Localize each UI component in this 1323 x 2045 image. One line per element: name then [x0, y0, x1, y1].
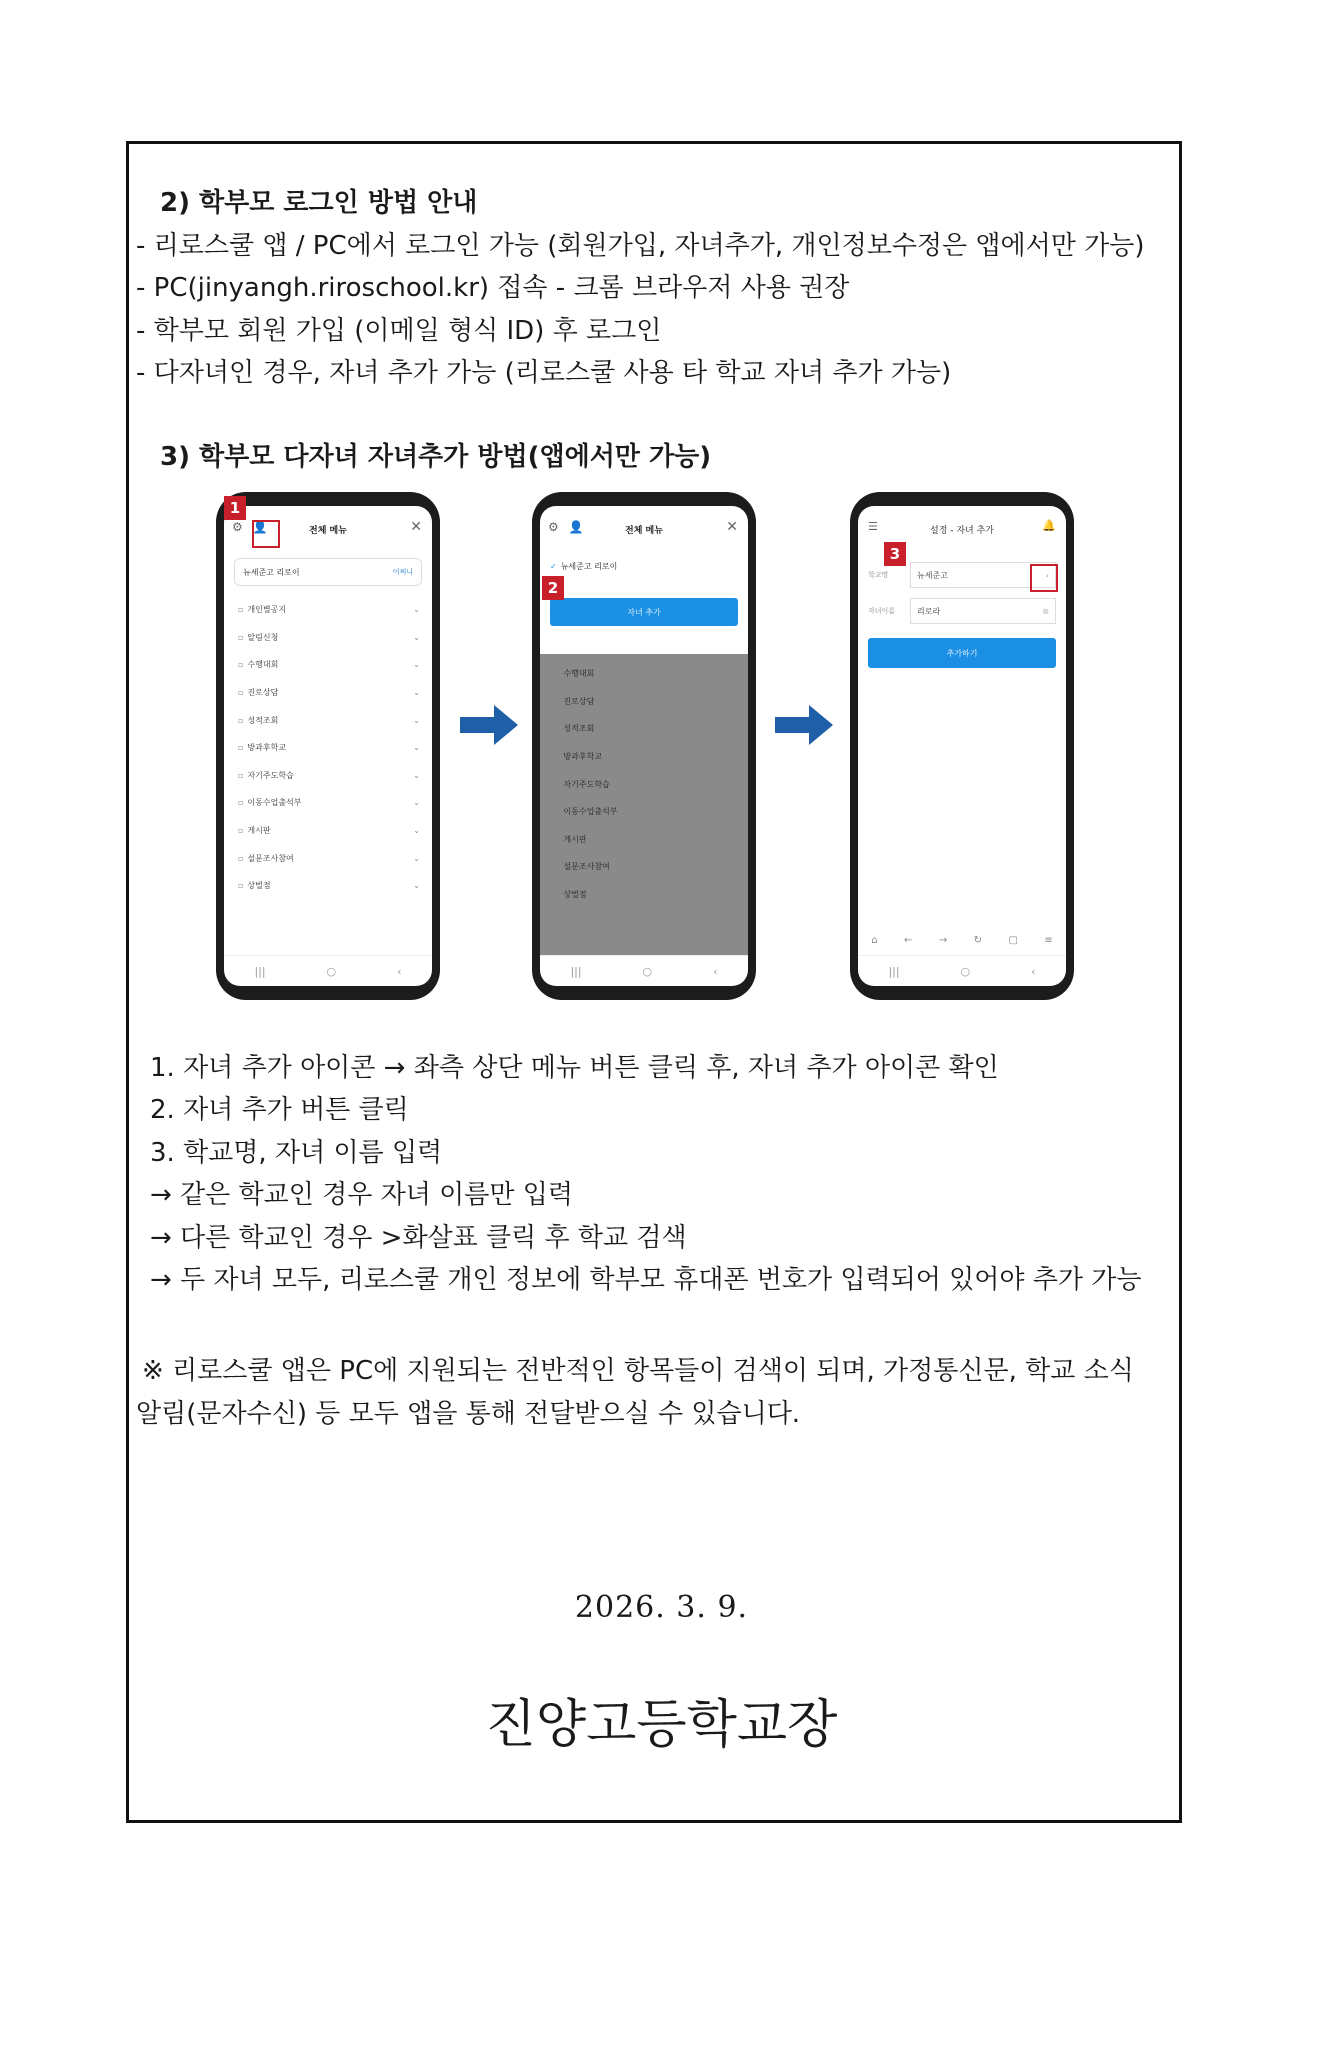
note-line-2: 알림(문자수신) 등 모두 앱을 통해 전달받으실 수 있습니다. [136, 1399, 801, 1429]
child-field-row [868, 598, 1056, 624]
menu-item[interactable] [540, 688, 748, 716]
menu-item-icon: ▫ [238, 826, 244, 836]
menu-item-icon: ▫ [554, 752, 560, 762]
phone-2-menu [540, 654, 748, 908]
section2-line-4: - 다자녀인 경우, 자녀 추가 가능 (리로스쿨 사용 타 학교 자녀 추가 가능) [136, 358, 952, 388]
dimmed-overlay [540, 654, 748, 956]
menu-item-icon: ▫ [238, 743, 244, 753]
menu-item-label: 이동수업출석부 [247, 798, 302, 808]
more-icon[interactable]: ≡ [1044, 934, 1053, 946]
gear-icon: ⚙ [232, 520, 243, 534]
chevron-down-icon: ⌄ [729, 890, 736, 900]
menu-item-label: 성적조회 [247, 715, 279, 725]
menu-item-label: 자기주도학습 [247, 770, 294, 780]
menu-item[interactable] [540, 770, 748, 798]
chevron-down-icon: ⌄ [413, 853, 420, 863]
menu-item-label: 개인별공지 [247, 605, 287, 615]
phone-2-topbar [540, 506, 748, 552]
menu-item-label-wrap [238, 853, 294, 864]
forward-arrow-icon[interactable]: → [938, 934, 948, 946]
menu-icon[interactable]: ☰ [868, 520, 878, 533]
menu-item-label: 성적조회 [563, 724, 595, 734]
menu-item-icon: ▫ [238, 770, 244, 780]
phone-2-screen [540, 506, 748, 986]
profile-name: 뉴세준고 리로이 [560, 561, 618, 571]
home-icon[interactable]: ○ [960, 964, 971, 978]
school-value: 뉴세준고 [917, 570, 948, 580]
section2-line-1: - 리로스쿨 앱 / PC에서 로그인 가능 (회원가입, 자녀추가, 개인정보수정은 앱에서만 가능) [136, 231, 1145, 261]
menu-item[interactable] [540, 660, 748, 688]
arrow-right-icon [460, 705, 520, 745]
menu-item[interactable] [540, 798, 748, 826]
menu-item-label: 알림신청 [247, 632, 279, 642]
chevron-down-icon: ⌄ [413, 715, 420, 725]
menu-item-label-wrap [238, 715, 278, 726]
menu-item-icon: ▫ [238, 688, 244, 698]
phone-1-menu [224, 596, 432, 900]
phone-screenshot-1 [216, 492, 440, 1000]
section2-line-2: - PC(jinyangh.riroschool.kr) 접속 - 크롬 브라우저 사용 권장 [136, 273, 850, 303]
gear-icon: ⚙ [548, 520, 559, 534]
menu-item-label-wrap [238, 632, 278, 643]
menu-item-label-wrap [554, 696, 594, 707]
menu-item-icon: ▫ [554, 696, 560, 706]
menu-item-label-wrap [554, 751, 602, 762]
menu-item[interactable] [540, 826, 748, 854]
menu-item[interactable] [540, 743, 748, 771]
chevron-down-icon: ⌄ [413, 881, 420, 891]
bell-icon[interactable]: 🔔 [1042, 519, 1056, 532]
menu-item[interactable] [224, 651, 432, 679]
step-3-sub-3: → 두 자녀 모두, 리로스쿨 개인 정보에 학부모 휴대폰 번호가 입력되어 있어야 추가 가능 [150, 1265, 1142, 1295]
child-label: 자녀이름 [868, 607, 896, 615]
chevron-down-icon: ⌄ [729, 807, 736, 817]
menu-item-icon: ▫ [238, 632, 244, 642]
school-label: 학교명 [868, 571, 889, 579]
menu-item[interactable] [224, 817, 432, 845]
menu-item-label: 방과후학교 [563, 752, 603, 762]
menu-item-label: 이동수업출석부 [563, 807, 618, 817]
menu-item[interactable] [224, 734, 432, 762]
chevron-down-icon: ⌄ [729, 752, 736, 762]
menu-item-icon: ▫ [238, 660, 244, 670]
menu-item-icon: ▫ [554, 834, 560, 844]
menu-item[interactable] [224, 706, 432, 734]
menu-item-icon: ▫ [238, 881, 244, 891]
menu-item-icon: ▫ [554, 669, 560, 679]
menu-item[interactable] [224, 789, 432, 817]
menu-item-label: 게시판 [563, 834, 587, 844]
profile-card [234, 558, 422, 586]
chevron-down-icon: ⌄ [729, 724, 736, 734]
back-icon[interactable]: ‹ [397, 964, 402, 978]
menu-item-icon: ▫ [238, 715, 244, 725]
clear-icon[interactable]: ⊗ [1042, 606, 1049, 616]
step-3-sub-2: → 다른 학교인 경우 >화살표 클릭 후 학교 검색 [150, 1223, 687, 1253]
menu-item-icon: ▫ [554, 724, 560, 734]
menu-item-label-wrap [554, 861, 610, 872]
menu-item-label: 수행대회 [563, 669, 595, 679]
step-badge-3: 3 [884, 542, 906, 566]
phone-3-title: 설정 - 자녀 추가 [930, 525, 994, 536]
phone-1-screen [224, 506, 432, 986]
profile-name: 뉴세준고 리로이 [243, 567, 300, 577]
close-icon[interactable]: ✕ [410, 519, 422, 535]
section3-heading: 3) 학부모 다자녀 자녀추가 방법(앱에서만 가능) [160, 442, 712, 472]
menu-item-label-wrap [238, 797, 302, 808]
menu-item-label-wrap [554, 889, 587, 900]
phone-screenshot-2 [532, 492, 756, 1000]
menu-item-label-wrap [238, 742, 286, 753]
menu-item-label-wrap [238, 687, 278, 698]
recent-apps-icon[interactable]: ||| [254, 964, 266, 978]
menu-item-label: 설문조사참여 [247, 853, 294, 863]
chevron-down-icon: ⌄ [413, 688, 420, 698]
section2-line-3: - 학부모 회원 가입 (이메일 형식 ID) 후 로그인 [136, 316, 662, 346]
menu-item[interactable] [224, 844, 432, 872]
add-child-button[interactable]: 자녀 추가 [550, 598, 738, 626]
step-2: 2. 자녀 추가 버튼 클릭 [150, 1095, 409, 1125]
back-icon[interactable]: ‹ [713, 964, 718, 978]
chevron-down-icon: ⌄ [413, 743, 420, 753]
menu-item-label-wrap [554, 723, 594, 734]
home-icon[interactable]: ⌂ [871, 934, 878, 946]
step-3: 3. 학교명, 자녀 이름 입력 [150, 1138, 443, 1168]
menu-item-icon: ▫ [554, 807, 560, 817]
chevron-down-icon: ⌄ [413, 632, 420, 642]
chevron-down-icon: ⌄ [729, 779, 736, 789]
menu-item[interactable] [540, 853, 748, 881]
chevron-down-icon: ⌄ [413, 798, 420, 808]
phone-1-title: 전체 메뉴 [309, 525, 347, 536]
menu-item-label-wrap [238, 880, 271, 891]
back-arrow-icon[interactable]: ← [904, 934, 913, 946]
phone-1-navbar [224, 955, 432, 986]
phone-screenshot-3 [850, 492, 1074, 1000]
child-name-input[interactable] [910, 598, 1056, 624]
phone-3-navbar [858, 955, 1066, 986]
menu-item-icon: ▫ [554, 779, 560, 789]
section2-heading: 2) 학부모 로그인 방법 안내 [160, 188, 478, 218]
menu-item[interactable] [224, 596, 432, 624]
browser-toolbar [858, 928, 1066, 952]
menu-item-icon: ▫ [554, 890, 560, 900]
menu-item-label-wrap [238, 770, 294, 781]
chevron-down-icon: ⌄ [413, 770, 420, 780]
menu-item[interactable] [224, 624, 432, 652]
menu-item-icon: ▫ [238, 605, 244, 615]
close-icon[interactable]: ✕ [726, 519, 738, 535]
menu-item-label: 상벌점 [563, 890, 587, 900]
menu-item-label: 방과후학교 [247, 743, 287, 753]
arrow-right-icon [775, 705, 835, 745]
menu-item[interactable] [224, 872, 432, 900]
chevron-down-icon: ⌄ [413, 605, 420, 615]
tabs-icon[interactable]: ▢ [1008, 934, 1018, 946]
menu-item[interactable] [540, 715, 748, 743]
menu-item-label: 상벌점 [247, 881, 271, 891]
menu-item-label-wrap [554, 779, 610, 790]
menu-item-label: 자기주도학습 [563, 779, 610, 789]
chevron-down-icon: ⌄ [729, 834, 736, 844]
profile-row [550, 556, 738, 576]
step-badge-1: 1 [224, 496, 246, 520]
chevron-right-icon[interactable]: › [1045, 570, 1049, 580]
menu-item-label-wrap [554, 668, 594, 679]
menu-item-label-wrap [554, 806, 618, 817]
highlight-box-1 [252, 520, 280, 548]
menu-item[interactable] [224, 679, 432, 707]
home-icon[interactable]: ○ [326, 964, 337, 978]
phone-2-navbar [540, 955, 748, 986]
menu-item-label: 수행대회 [247, 660, 279, 670]
menu-item-icon: ▫ [238, 853, 244, 863]
menu-item-label-wrap [238, 604, 286, 615]
chevron-down-icon: ⌄ [729, 696, 736, 706]
phone-2-title: 전체 메뉴 [625, 525, 663, 536]
menu-item-label-wrap [238, 825, 271, 836]
principal-signature: 진양고등학교장 [485, 1695, 838, 1755]
recent-apps-icon[interactable]: ||| [888, 964, 900, 978]
add-child-icon[interactable]: 👤 [252, 520, 268, 534]
recent-apps-icon[interactable]: ||| [570, 964, 582, 978]
chevron-down-icon: ⌄ [729, 862, 736, 872]
menu-item-icon: ▫ [238, 798, 244, 808]
chevron-down-icon: ⌄ [729, 669, 736, 679]
menu-item[interactable] [540, 881, 748, 909]
note-line-1: ※ 리로스쿨 앱은 PC에 지원되는 전반적인 항목들이 검색이 되며, 가정통신문, 학교 소식 [142, 1356, 1134, 1386]
step-badge-2: 2 [542, 576, 564, 600]
menu-item-label: 진로상담 [563, 696, 595, 706]
issue-date: 2026. 3. 9. [574, 1590, 749, 1625]
profile-link[interactable]: 어쩌니 [392, 568, 413, 576]
menu-item-icon: ▫ [554, 862, 560, 872]
add-submit-button[interactable]: 추가하기 [868, 638, 1056, 668]
add-child-icon[interactable]: 👤 [568, 520, 584, 534]
chevron-down-icon: ⌄ [413, 826, 420, 836]
menu-item-label: 설문조사참여 [563, 862, 610, 872]
back-icon[interactable]: ‹ [1031, 964, 1036, 978]
menu-item-label: 진로상담 [247, 688, 279, 698]
step-1: 1. 자녀 추가 아이콘 → 좌측 상단 메뉴 버튼 클릭 후, 자녀 추가 아이콘 확인 [150, 1053, 999, 1083]
menu-item-label-wrap [554, 834, 587, 845]
chevron-down-icon: ⌄ [413, 660, 420, 670]
step-3-sub-1: → 같은 학교인 경우 자녀 이름만 입력 [150, 1180, 573, 1210]
highlight-box-3 [1030, 564, 1058, 592]
refresh-icon[interactable]: ↻ [973, 934, 983, 946]
menu-item[interactable] [224, 762, 432, 790]
menu-item-label: 게시판 [247, 826, 271, 836]
menu-item-label-wrap [238, 659, 278, 670]
child-value: 리로라 [917, 606, 941, 616]
home-icon[interactable]: ○ [642, 964, 653, 978]
check-icon: ✓ [550, 561, 557, 571]
